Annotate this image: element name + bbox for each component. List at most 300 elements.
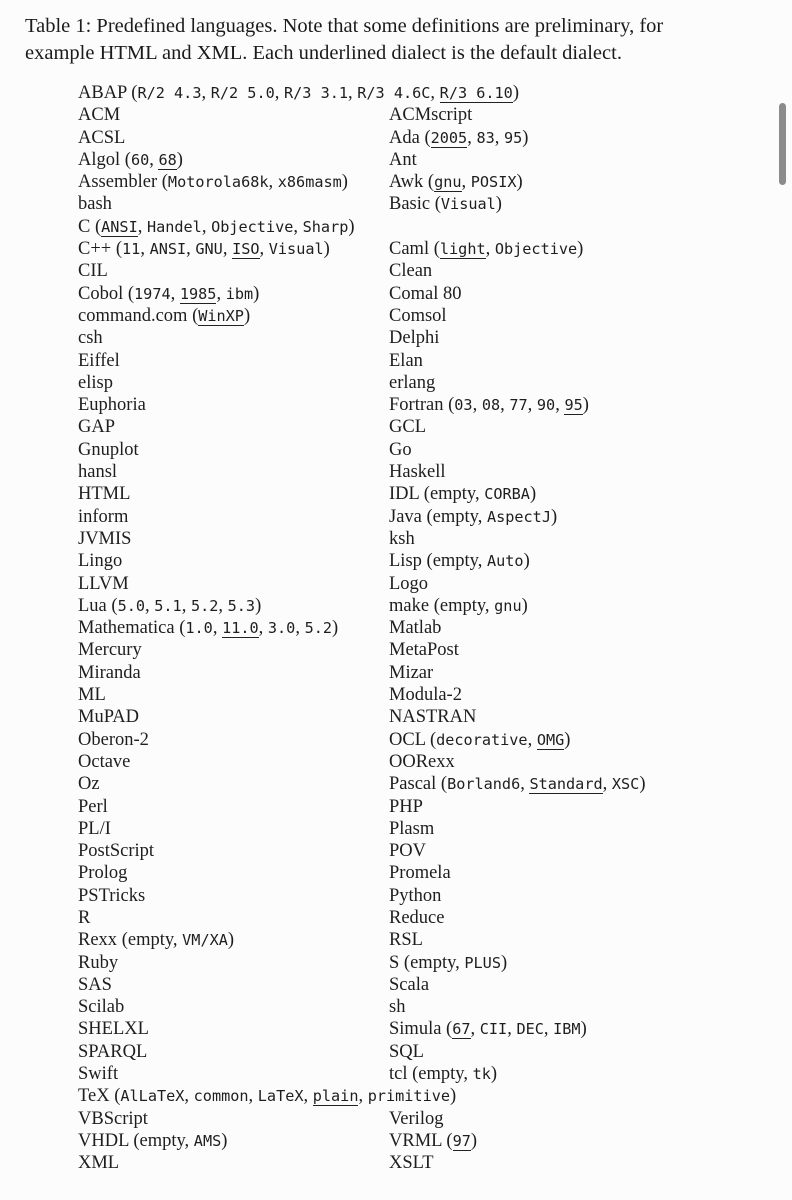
language-name: Caml — [389, 239, 430, 260]
language-name: S — [389, 952, 400, 973]
language-entry — [78, 751, 389, 773]
language-entry: Pascal (Borland6, Standard, XSC) — [389, 774, 646, 795]
language-name: Fortran — [389, 395, 444, 416]
language-entry — [389, 1152, 434, 1174]
language-name: Lua — [78, 595, 107, 616]
language-entry — [389, 639, 459, 661]
language-entry — [78, 796, 389, 818]
default-dialect: 95 — [564, 396, 583, 415]
language-name: VHDL — [78, 1130, 129, 1151]
language-entry — [78, 127, 389, 149]
language-name: Python — [389, 885, 442, 906]
language-name: PHP — [389, 796, 423, 817]
language-entry — [389, 528, 415, 550]
language-entry — [389, 104, 472, 126]
language-name: Verilog — [389, 1108, 444, 1129]
language-entry — [389, 149, 417, 171]
language-name: hansl — [78, 462, 118, 483]
language-name: Rexx — [78, 930, 118, 951]
language-name: Pascal — [389, 774, 437, 795]
table-row — [78, 751, 645, 773]
caption-line-2: example HTML and XML. Each underlined dialect is the default dialect. — [25, 42, 622, 64]
dialect: Objective — [494, 240, 578, 259]
table-row — [78, 684, 645, 706]
language-name: Promela — [389, 863, 451, 884]
dialect: AlLaTeX — [120, 1087, 185, 1106]
language-entry — [389, 706, 476, 728]
table-row — [78, 1108, 645, 1130]
language-name: Haskell — [389, 462, 446, 483]
language-entry: make (empty, gnu) — [389, 595, 528, 616]
language-name: Ada — [389, 127, 420, 148]
language-entry: OCL (decorative, OMG) — [389, 729, 571, 750]
default-dialect: 68 — [158, 150, 177, 169]
table-row — [78, 127, 645, 149]
table-row — [78, 216, 645, 238]
language-entry — [78, 416, 389, 438]
dialect: Auto — [486, 552, 524, 571]
dialect: POSIX — [470, 173, 517, 192]
table-row — [78, 662, 645, 684]
dialect: PLUS — [464, 953, 501, 972]
language-entry — [78, 706, 389, 728]
caption-line-1: Table 1: Predefined languages. Note that some definitions are preliminary, for — [25, 15, 664, 37]
language-entry — [389, 1041, 424, 1063]
language-name: Euphoria — [78, 395, 146, 416]
default-dialect: OMG — [536, 730, 565, 749]
language-entry — [78, 996, 389, 1018]
language-table — [78, 82, 645, 1175]
table-row — [78, 550, 645, 572]
language-name: Oz — [78, 774, 100, 795]
default-dialect: 11.0 — [222, 619, 259, 638]
table-row — [78, 283, 645, 305]
dialect: Handel — [146, 217, 202, 236]
table-row — [78, 773, 645, 795]
table-row — [78, 439, 645, 461]
language-name: JVMIS — [78, 528, 132, 549]
dialect: empty — [418, 1064, 464, 1085]
language-name: Perl — [78, 796, 108, 817]
language-name: Simula — [389, 1019, 442, 1040]
table-row — [78, 617, 645, 639]
dialect: empty — [432, 506, 478, 527]
language-entry: Fortran (03, 08, 77, 90, 95) — [389, 395, 589, 416]
language-name: NASTRAN — [389, 707, 477, 728]
table-row — [78, 1041, 645, 1063]
table-row — [78, 1063, 645, 1085]
language-entry — [78, 461, 389, 483]
language-entry — [78, 350, 389, 372]
language-name: XSLT — [389, 1153, 434, 1174]
dialect: 77 — [509, 396, 528, 415]
dialect: 60 — [130, 150, 150, 169]
language-name: elisp — [78, 372, 113, 393]
table-row — [78, 1130, 645, 1152]
language-name: ACM — [78, 105, 121, 126]
language-entry — [78, 952, 389, 974]
language-name: Scala — [389, 974, 430, 995]
dialect: Objective — [211, 217, 294, 236]
language-name: bash — [78, 194, 112, 215]
dialect: R/2 5.0 — [210, 84, 275, 102]
table-row — [78, 506, 645, 528]
language-entry — [389, 327, 439, 349]
language-entry: Java (empty, AspectJ) — [389, 506, 558, 527]
table-row — [78, 974, 645, 996]
language-name: Gnuplot — [78, 439, 139, 460]
language-entry — [78, 974, 389, 996]
table-row — [78, 1152, 645, 1174]
language-name: Logo — [389, 573, 429, 594]
language-name: HTML — [78, 484, 131, 505]
language-entry — [78, 1152, 389, 1174]
language-name: Prolog — [78, 863, 128, 884]
language-name: ACMscript — [389, 105, 473, 126]
language-entry — [78, 729, 389, 751]
dialect: 08 — [481, 396, 501, 415]
language-entry: command.com (WinXP) — [78, 305, 251, 326]
language-name: SHELXL — [78, 1019, 149, 1040]
table-row — [78, 394, 645, 416]
table-row — [78, 260, 645, 282]
language-name: Elan — [389, 350, 423, 371]
language-entry — [389, 751, 455, 773]
dialect: 1.0 — [185, 619, 213, 638]
table-row — [78, 1018, 645, 1040]
language-entry: Lisp (empty, Auto) — [389, 551, 530, 572]
language-name: PSTricks — [78, 885, 146, 906]
language-entry — [78, 483, 389, 505]
language-entry — [78, 573, 389, 595]
language-entry: Lua (5.0, 5.1, 5.2, 5.3) — [78, 595, 262, 616]
dialect: 5.2 — [190, 596, 219, 615]
table-row — [78, 483, 645, 505]
dialect: Visual — [440, 195, 496, 214]
default-dialect: plain — [312, 1087, 359, 1106]
dialect: 3.0 — [267, 619, 296, 638]
dialect: x86masm — [277, 173, 342, 192]
language-entry — [78, 818, 389, 840]
language-entry — [389, 439, 412, 461]
table-row — [78, 104, 645, 126]
dialect: tk — [472, 1065, 491, 1084]
language-name: erlang — [389, 372, 436, 393]
dialect: 03 — [454, 396, 473, 415]
language-name: Ant — [389, 149, 417, 170]
dialect: GNU — [195, 240, 223, 259]
dialect: empty — [429, 484, 475, 505]
dialect: R/3 3.1 — [284, 84, 349, 102]
language-entry: Algol (60, 68) — [78, 149, 183, 170]
table-row — [78, 82, 645, 104]
language-name: Basic — [389, 194, 431, 215]
language-entry: Basic (Visual) — [389, 194, 502, 215]
table-row — [78, 171, 645, 193]
language-entry: tcl (empty, tk) — [389, 1064, 498, 1085]
language-name: Delphi — [389, 328, 440, 349]
language-name: Java — [389, 506, 422, 527]
language-entry — [389, 260, 432, 282]
default-dialect: Standard — [529, 775, 603, 794]
dialect: CORBA — [484, 485, 530, 504]
language-entry: ABAP (R/2 4.3, R/2 5.0, R/3 3.1, R/3 4.6C, R/3 6.10) — [78, 83, 519, 103]
language-entry — [389, 840, 426, 862]
language-entry — [78, 885, 389, 907]
language-entry — [78, 193, 389, 215]
dialect: empty — [139, 1130, 185, 1151]
language-name: Comsol — [389, 305, 447, 326]
dialect: AMS — [193, 1131, 222, 1150]
table-row — [78, 840, 645, 862]
language-name: command.com — [78, 305, 188, 326]
language-name: VBScript — [78, 1108, 148, 1129]
dialect: R/2 4.3 — [137, 84, 202, 102]
language-entry: Ada (2005, 83, 95) — [389, 127, 529, 148]
language-name: Swift — [78, 1064, 119, 1085]
language-name: PL/I — [78, 818, 111, 839]
language-entry — [78, 862, 389, 884]
language-entry — [78, 506, 389, 528]
language-entry — [78, 550, 389, 572]
language-entry — [389, 461, 446, 483]
table-row — [78, 595, 645, 617]
language-name: Matlab — [389, 618, 442, 639]
language-entry — [389, 885, 441, 907]
language-entry: C++ (11, ANSI, GNU, ISO, Visual) — [78, 239, 330, 260]
dialect: 5.1 — [154, 596, 182, 615]
dialect: VM/XA — [182, 931, 228, 950]
table-row — [78, 461, 645, 483]
language-name: SQL — [389, 1041, 424, 1062]
table-row — [78, 996, 645, 1018]
default-dialect: 97 — [452, 1131, 471, 1150]
language-name: POV — [389, 841, 427, 862]
language-name: Ruby — [78, 952, 119, 973]
language-name: Awk — [389, 172, 424, 193]
default-dialect: light — [439, 240, 486, 259]
language-entry: VRML (97) — [389, 1130, 478, 1151]
table-row — [78, 149, 645, 171]
dialect: ibm — [225, 284, 254, 303]
language-entry: Rexx (empty, VM/XA) — [78, 930, 235, 951]
dialect: 95 — [504, 128, 523, 147]
language-name: SAS — [78, 974, 112, 995]
language-name: VRML — [389, 1130, 442, 1151]
dialect: ANSI — [149, 240, 187, 259]
language-entry — [389, 283, 461, 305]
scrollbar-thumb[interactable] — [779, 103, 786, 185]
language-entry: Awk (gnu, POSIX) — [389, 172, 523, 193]
language-entry — [389, 862, 451, 884]
language-name: Lisp — [389, 551, 422, 572]
default-dialect: 2005 — [430, 128, 468, 147]
language-name: Eiffel — [78, 350, 120, 371]
language-entry: Simula (67, CII, DEC, IBM) — [389, 1019, 587, 1040]
table-row — [78, 416, 645, 438]
language-entry — [78, 773, 389, 795]
language-name: PostScript — [78, 841, 155, 862]
language-entry: Caml (light, Objective) — [389, 239, 584, 260]
default-dialect: R/3 6.10 — [439, 84, 513, 102]
language-entry — [78, 1063, 389, 1085]
dialect: empty — [439, 595, 485, 616]
language-entry — [78, 840, 389, 862]
language-entry — [78, 907, 389, 929]
dialect: R/3 4.6C — [357, 84, 431, 102]
language-name: tcl — [389, 1064, 408, 1085]
language-name: ACSL — [78, 127, 126, 148]
language-name: TeX — [78, 1086, 110, 1107]
language-entry: Mathematica (1.0, 11.0, 3.0, 5.2) — [78, 618, 339, 639]
table-row — [78, 729, 645, 751]
language-entry — [78, 528, 389, 550]
language-entry — [78, 104, 389, 126]
dialect: Motorola68k — [167, 173, 269, 192]
dialect: DEC — [516, 1020, 544, 1039]
default-dialect: gnu — [434, 173, 462, 192]
dialect: IBM — [553, 1020, 581, 1039]
dialect: decorative — [436, 730, 528, 749]
language-name: csh — [78, 328, 103, 349]
language-name: SPARQL — [78, 1041, 148, 1062]
language-name: ksh — [389, 528, 415, 549]
language-name: Modula-2 — [389, 685, 462, 706]
table-row — [78, 862, 645, 884]
dialect: CII — [479, 1020, 508, 1039]
dialect: AspectJ — [486, 507, 551, 526]
dialect: 1974 — [134, 284, 171, 303]
dialect: empty — [127, 930, 173, 951]
language-entry — [389, 416, 426, 438]
table-row — [78, 372, 645, 394]
language-entry: C (ANSI, Handel, Objective, Sharp) — [78, 216, 355, 237]
dialect: Borland6 — [447, 775, 521, 794]
dialect: empty — [410, 952, 456, 973]
default-dialect: ISO — [232, 240, 260, 259]
language-entry — [389, 974, 429, 996]
language-name: Miranda — [78, 662, 141, 683]
dialect: gnu — [494, 596, 522, 615]
table-row — [78, 238, 645, 260]
language-entry: IDL (empty, CORBA) — [389, 484, 537, 505]
table-row — [78, 305, 645, 327]
language-entry — [78, 1041, 389, 1063]
language-entry — [78, 260, 389, 282]
language-name: RSL — [389, 930, 423, 951]
language-name: C++ — [78, 239, 112, 260]
language-entry — [389, 372, 435, 394]
language-name: Cobol — [78, 283, 124, 304]
language-entry: S (empty, PLUS) — [389, 952, 508, 973]
language-entry — [389, 305, 447, 327]
language-name: LLVM — [78, 573, 129, 594]
language-name: CIL — [78, 261, 108, 282]
table-row — [78, 706, 645, 728]
table-row — [78, 528, 645, 550]
language-entry — [78, 327, 389, 349]
table-row — [78, 639, 645, 661]
language-name: Lingo — [78, 551, 123, 572]
language-name: Mathematica — [78, 618, 175, 639]
table-row — [78, 573, 645, 595]
language-name: Mercury — [78, 640, 142, 661]
language-name: Algol — [78, 149, 121, 170]
table-row — [78, 907, 645, 929]
language-entry — [389, 684, 462, 706]
language-entry — [389, 907, 444, 929]
dialect: common — [193, 1087, 249, 1106]
language-entry — [389, 350, 423, 372]
table-row — [78, 818, 645, 840]
table-row — [78, 952, 645, 974]
language-name: XML — [78, 1153, 120, 1174]
language-entry: Cobol (1974, 1985, ibm) — [78, 283, 260, 304]
language-name: Assembler — [78, 172, 158, 193]
dialect: 5.0 — [117, 596, 145, 615]
dialect: primitive — [367, 1087, 451, 1106]
language-entry — [78, 1018, 389, 1040]
language-entry — [389, 617, 441, 639]
default-dialect: WinXP — [198, 306, 244, 325]
language-name: ML — [78, 685, 106, 706]
language-entry — [389, 996, 405, 1018]
language-entry — [78, 372, 389, 394]
language-name: Reduce — [389, 907, 445, 928]
table-row — [78, 193, 645, 215]
language-name: ABAP — [78, 83, 127, 103]
language-name: GCL — [389, 417, 426, 438]
language-name: Clean — [389, 261, 433, 282]
table-row — [78, 885, 645, 907]
table-row — [78, 327, 645, 349]
language-name: R — [78, 907, 91, 928]
dialect: 5.3 — [227, 596, 256, 615]
dialect: empty — [432, 551, 478, 572]
language-name: Oberon-2 — [78, 729, 149, 750]
language-name: OCL — [389, 729, 426, 750]
language-entry — [78, 394, 389, 416]
dialect: XSC — [611, 775, 640, 794]
dialect: LaTeX — [257, 1087, 304, 1106]
default-dialect: 1985 — [179, 284, 217, 303]
table-row — [78, 796, 645, 818]
dialect: 11 — [122, 240, 141, 259]
language-entry — [389, 662, 433, 684]
language-entry — [389, 929, 423, 951]
dialect: 83 — [476, 128, 495, 147]
language-name: Plasm — [389, 818, 435, 839]
language-name: MuPAD — [78, 707, 140, 728]
table-caption — [25, 13, 663, 67]
language-name: Mizar — [389, 662, 434, 683]
language-entry — [78, 1108, 389, 1130]
table-row — [78, 350, 645, 372]
table-row — [78, 929, 645, 951]
language-name: OORexx — [389, 751, 455, 772]
language-entry — [389, 573, 428, 595]
dialect: Visual — [268, 240, 324, 259]
default-dialect: 67 — [452, 1020, 471, 1039]
language-entry: Assembler (Motorola68k, x86masm) — [78, 172, 348, 193]
language-name: Scilab — [78, 997, 125, 1018]
language-name: Go — [389, 439, 412, 460]
language-entry — [78, 684, 389, 706]
language-name: IDL — [389, 484, 420, 505]
language-name: MetaPost — [389, 640, 459, 661]
language-name: C — [78, 216, 91, 237]
language-name: Comal 80 — [389, 283, 462, 304]
